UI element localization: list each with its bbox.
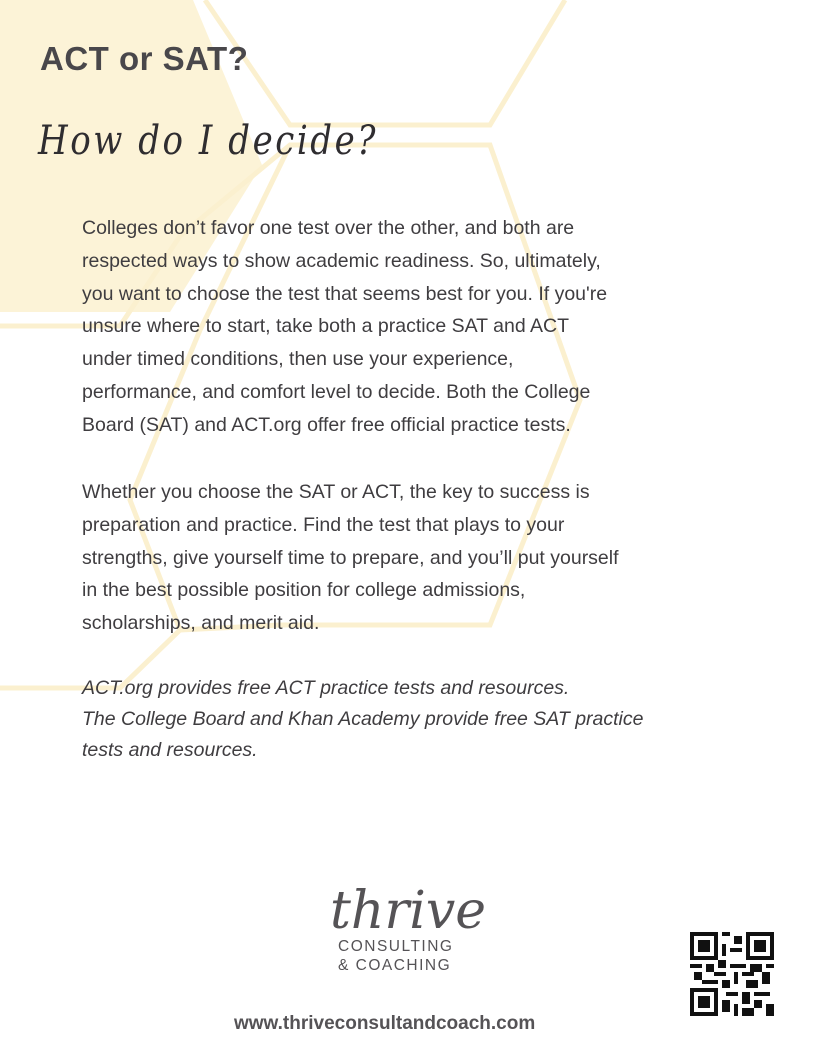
intro-paragraph: Colleges don’t favor one test over the other, and both are respected ways to show academic readiness. So, ultimately, you want to choose the test that seems best for you. If you're unsure where to start, take both a practice SAT and ACT under timed conditions, then use your experience, performance, and comfort level to decide. Both the College Board (SAT) and ACT.org offer free official practice tests.	[82, 217, 608, 436]
logo-wordmark: thrive	[329, 881, 487, 941]
thrive-logo	[318, 881, 498, 975]
logo-line-2: & COACHING	[338, 957, 452, 974]
website-link[interactable]: www.thriveconsultandcoach.com	[234, 1013, 536, 1034]
resources-note: ACT.org provides free ACT practice tests and resources. The College Board and Khan Academy provide free SAT practice tests and resources.	[82, 677, 644, 761]
page-subtitle: How do I decide?	[38, 118, 379, 164]
advice-paragraph: Whether you choose the SAT or ACT, the key to success is preparation and practice. Find the test that plays to your strengths, give yourself time to prepare, and you’ll put yourself in the best possible position for college admissions, scholarships, and merit aid.	[82, 481, 619, 635]
logo-line-1: CONSULTING	[338, 938, 454, 955]
page-title: ACT or SAT?	[40, 40, 249, 77]
qr-code-icon[interactable]	[690, 932, 774, 1016]
hexagon-outline-top	[205, 0, 565, 125]
